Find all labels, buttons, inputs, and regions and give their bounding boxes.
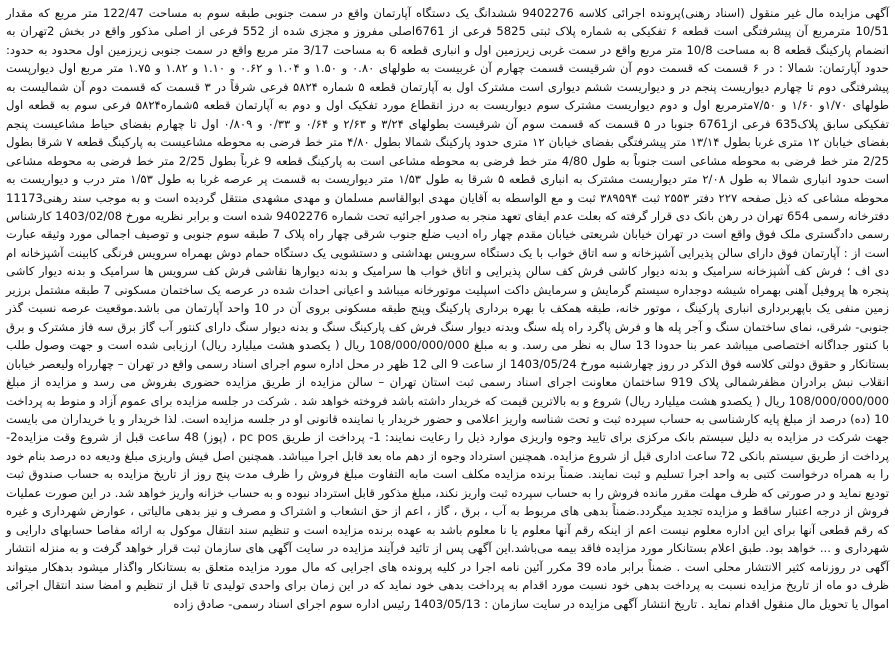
auction-notice-text: آگهی مزایده مال غیر منقول (اسناد رهنی)پرونده اجرائی کلاسه 9402276 ششدانگ یک دستگاه آپارتمان واقع در سمت جنوبی طبقه سوم به مساحت 122/47 متر مربع که مقدار 10/51 مترمربع آن پیشرفتگی است قطعه ۶ تفکیکی به شماره پلاک ثبتی 5825 فرعی از 6761اصلی مفروز و مجزی شده از 552 فرعی از اصلی مذکور واقع در بخش 2تهران به انضمام پارکینگ قطعه 8 به مساحت 10/8 متر مربع واقع در سمت غربی زیرزمین اول و انباری قطعه 6 به مساحت 3/17 متر مربع واقع در سمت جنوبی زیرزمین اول محدود به حدود: حدود آپارتمان: شمالا : در ۶ قسمت که قسمت دوم آن شرقیست قسمت چهارم آن غربیست به طولهای ۰.۸۰ و ۱.۵۰ و ۱.۰۴ و ۰.۶۲ و ۱.۱۰ و ۱.۸۲ و ۱.۷۵ متر مربع اول دیوارپست پیشرفتگی دوم تا چهارم دیواریست پنجم در و دیواریست ششم دیواری است مشترک اول به آپارتمان قطعه ۵ شماره ۵۸۲۴ فرعی شرقاً در ۳ قسمت که قسمت دوم آن شمالیست به طولهای ۱/۷۰و ۱/۶۰ و ۷/۵۰مترمربع اول و دوم دیواریست مشترک سوم دیواریست به درز انقطاع مورد تفکیک اول و دوم به آپارتمان قطعه ۵شماره۵۸۲۴ فرعی سوم به قطعه اول تفکیکی سابق پلاک635 فرعی از6761 جنوبا در ۵ قسمت که قسمت سوم آن شرقیست بطولهای ۳/۲۴ و ۲/۶۳ و ۰/۶۴ و ۰/۳۳ و ۰/۸۰۹ اول تا چهارم بفضای حیاط مشاعیست پنجم بفضای خیابان ۱۲ متری غربا بطول ۱۳/۱۴ متر پیشرفتگی بفضای خیابان ۱۲ متری حدود پارکینگ شمالا بطول ۴/۸۰ متر خط فرضی به محوطه مشاعیست به پارکینگ قطعه ۷ شرقا بطول 2/25 متر خط فرضی به محوطه مشاعی است جنوباً به طول 4/80 متر خط فرضی به محوطه مشاعی است به پارکینگ قطعه 9 غرباً بطول 2/25 متر خط فرضی به محوطه مشاعی است حدود انباری شمالا به طول ۲/۰۸ متر دیواریست مشترک به انباری قطعه ۵ شرقا به طول ۱/۵۳ متر دیواریست به قسمت پر عرصه غربا به طول ۱/۵۳ متر درب و دیواریست به محوطه مشاعی که ذیل صفحه ۲۲۷ دفتر ۲۵۵۳ ثبت ۳۸۹۵۹۴ ثبت و مع الواسطه به آقایان مهدی ابوالقاسم مسلمان و مهدی مشهدی منتقل گردیده است و به موجب سند رهنی11173 دفترخانه رسمی 654 تهران در رهن بانک دی قرار گرفته که بعلت عدم ایفای تعهد منجر به صدور اجرائیه تحت شماره 9402276 شده است و برابر نظریه مورخ 1403/02/08 کارشناس رسمی دادگستری ملک فوق واقع است در تهران خیابان شریعتی خیابان مقدم چهار راه ادیب ضلع جنوب شرقی چهار راه پلاک 7 طبقه سوم جنوبی و توصیف اجمالی مورد وثیقه عبارت است از : آپارتمان فوق دارای سالن پذیرایی آشپزخانه و سه اتاق خواب با یک دستگاه سرویس بهداشتی و دستشویی یک دستگاه حمام دوش بهمراه سرویس فرنگی کابینت آشپزخانه ام دی اف ؛ فرش کف آشپزخانه سرامیک و بدنه دیوار کاشی فرش کف سالن پذیرایی و اتاق خواب ها سرامیک و بدنه دیوارها نقاشی فرش کف سرویس ها سرامیک و بدنه دیوار کاشی پنجره ها پروفیل آهنی بهمراه شیشه دوجداره سیستم گرمایش و سرمایش داکت اسپلیت موتورخانه میباشد و اعیانی احداث شده در عرصه یک ساختمان مسکونی 7 طبقه مشتمل برزیر زمین منفی یک باپهربرداری انباری پارکینگ ، موتور خانه، طبقه همکف با بهره برداری پارکینگ وپنج طبقه مسکونی بروی آن در 10 واحد آپارتمان می باشد.موقعیت عرصه نسبت گذر جنوبی- شرقی، نمای ساختمان سنگ و آجر پله ها و فرش پاگرد راه پله سنگ وبدنه دیوار سنگ فرش کف پارکینگ سنگ و بدنه دیوار سنگ دارای کنتور آب گاز برق سه فاز مشترک و برق با کنتور جداگانه اختصاصی میباشد عمر بنا حدودا 13 سال به نظر می رسد. و به مبلغ 108/000/000/000 ریال ( یکصدو هشت میلیارد ریال) ارزیابی شده است و جهت وصول طلب بستانکار و حقوق دولتی کلاسه فوق الذکر در روز چهارشنبه مورخ 1403/05/24 از ساعت 9 الی 12 ظهر در محل اداره سوم اجرای اسناد رسمی واقع در تهران – چهارراه ولیعصر خیابان انقلاب نبش برادران مظفرشمالی پلاک 919 ساختمان معاونت اجرای اسناد رسمی ثبت استان تهران – سالن مزایده از طریق مزایده حضوری بفروش می رسد و مزایده از مبلغ 108/000/000/000 ریال ( یکصدو هشت میلیارد ریال) شروع و به بالاترین قیمت که خریدار داشته باشد فروخته خواهد شد . شرکت در جلسه مزایده برای عموم آزاد و منوط به پرداخت 10 (ده) درصد از مبلغ پایه کارشناسی به حساب سپرده ثبت و تحت شناسه واریز اعلامی و حضور خریدار یا نماینده قانونی او در جلسه مزایده است. لذا خریدار و یا خریداران می بایست جهت شرکت در مزایده به دلیل سیستم بانک مرکزی برای تایید وجوه واریزی موارد ذیل را رعایت نمایند: 1- پرداخت از طریق pc pos ، (پوز) 48 ساعت قبل از شروع وقت مزایده2- پرداخت از طریق سیستم بانکی 72 ساعت اداری قبل از شروع مزایده. همچنین استرداد وجوه از دهم ماه بعد قابل اجرا میباشد. همچنین اصل فیش واریزی مبلغ ودیعه ده درصد بنام خود را به همراه درخواست کتبی به واحد اجرا تسلیم و ثبت نمایند. ضمناً برنده مزایده مکلف است مابه التفاوت مبلغ فروش را ظرف مدت پنج روز از تاریخ مزایده به حساب صندوق ثبت تودیع نماید و در صورتی که ظرف مهلت مقرر مانده فروش را به حساب سپرده ثبت واریز نکند، مبلغ مذکور قابل استرداد نبوده و به حساب خزانه واریز خواهد شد. در این صورت عملیات فروش از درجه اعتبار ساقط و مزایده تجدید میگردد.ضمناً بدهی های مربوط به آب ، برق ، گاز ، اعم از حق انشعاب و اشتراک و مصرف و نیز بدهی مالیاتی ، عوارض شهرداری و غیره که رقم قطعی آنها برای این اداره معلوم نیست اعم از اینکه رقم آنها معلوم یا نا معلوم باشد به عهده برنده مزایده است و تنظیم سند انتقال موکول به ارائه مفاصا حسابهای دارایی و شهرداری و ... خواهد بود. طبق اعلام بستانکار مورد مزایده فاقد بیمه می‌باشد.این آگهی پس از تائید فرآیند مزایده در سایت آگهی های سازمان ثبت قرار خواهد گرفت و به منزله انتشار آگهی در روزنامه کثیر الانتشار محلی است . ضمناً برابر ماده 39 مکرر آئین نامه اجرا در کلیه پرونده های اجرایی که مال مورد مزایده متعلق به بستانکار واگذار میشود بدهکار میتواند ظرف دو ماه از تاریخ مزایده نسبت به پرداخت بدهی خود نسبت مورد اقدام به پرداخت بدهی خود نماید که در این زمان برای واحدی تولیدی تا قبل از تنظیم و امضا سند انتقال اجرائی اموال یا تحویل مال منقول اقدام نماید . تاریخ انتشار آگهی مزایده در سایت سازمان : 1403/05/13 رئیس اداره سوم اجرای اسناد رسمی- صادق زاده xyxy=(6,6,890,611)
